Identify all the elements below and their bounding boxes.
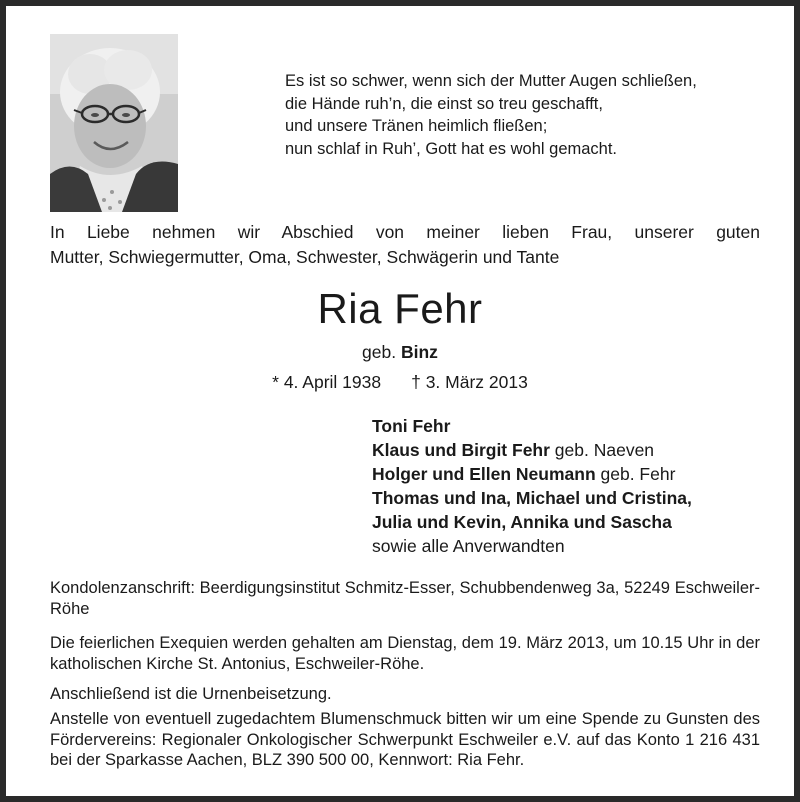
birth-name: [12, 340, 788, 364]
portrait-photo: [50, 34, 178, 212]
donation-request: Anstelle von eventuell zugedachtem Blumenschmuck bitten wir um eine Spende zu Gunsten des Fördervereins: Regionaler Onkologischer Schwerpunkt Eschweiler e.V. auf das Konto 1 216 431 bei der Sparkasse Aachen, BLZ 390 500 00, Kennwort: Ria Fehr.: [50, 710, 760, 769]
mourner-name: Thomas und Ina, Michael und Cristina,: [372, 488, 692, 508]
mourner-line: [372, 486, 792, 510]
urn-burial-info: Anschließend ist die Urnenbeisetzung.: [50, 685, 332, 703]
mourner-note: geb. Fehr: [595, 464, 676, 484]
mourner-line: [372, 510, 792, 534]
mourner-line: [372, 438, 792, 462]
poem-line: nun schlaf in Ruh’, Gott hat es wohl gemacht.: [285, 139, 618, 158]
mourner-name: Klaus und Birgit Fehr: [372, 440, 550, 460]
mourner-line: sowie alle Anverwandten: [372, 536, 565, 556]
mourner-note: geb. Naeven: [549, 440, 655, 460]
poem-line: Es ist so schwer, wenn sich der Mutter Augen schließen,: [285, 72, 697, 90]
mourners-list: [372, 414, 792, 558]
mourner-name: Toni Fehr: [372, 416, 451, 436]
funeral-service-info: Die feierlichen Exequien werden gehalten am Dienstag, dem 19. März 2013, um 10.15 Uhr in der katholischen Kirche St. Antonius, Eschweiler-Röhe.: [50, 634, 760, 673]
poem: [285, 70, 785, 160]
birth-name-prefix: geb.: [362, 342, 401, 362]
mourner-line: [372, 462, 792, 486]
mourner-line: [372, 414, 792, 438]
mourner-name: Holger und Ellen Neumann: [372, 464, 596, 484]
death-date: † 3. März 2013: [411, 372, 528, 392]
intro-line-2: Mutter, Schwiegermutter, Oma, Schwester, Schwägerin und Tante: [50, 247, 560, 267]
poem-line: und unsere Tränen heimlich fließen;: [285, 117, 548, 135]
intro-line-1: In Liebe nehmen wir Abschied von meiner lieben Frau, unserer guten: [50, 222, 760, 242]
birth-name-value: Binz: [400, 342, 438, 362]
life-dates: [12, 370, 788, 394]
birth-date: * 4. April 1938: [272, 372, 382, 392]
condolence-address: Kondolenzanschrift: Beerdigungsinstitut Schmitz-Esser, Schubbendenweg 3a, 52249 Eschweiler-Röhe: [50, 579, 760, 618]
mourner-name: Julia und Kevin, Annika und Sascha: [372, 512, 672, 532]
obituary-notice: [12, 12, 788, 790]
deceased-name: Ria Fehr: [317, 285, 483, 332]
poem-line: die Hände ruh’n, die einst so treu geschafft,: [285, 94, 603, 113]
intro-text: [50, 220, 760, 270]
